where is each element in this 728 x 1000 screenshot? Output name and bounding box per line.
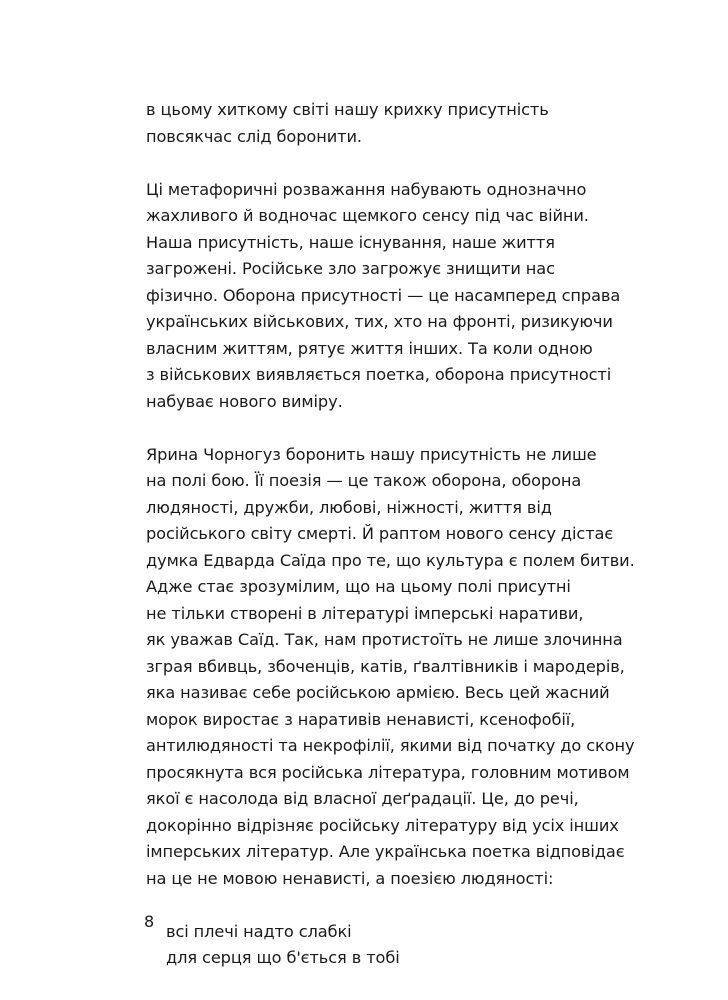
text-line: повсякчас слід боронити.: [146, 126, 362, 146]
verse-line: всі плечі надто слабкі: [166, 921, 352, 941]
verse-line: для серця що б'ється в тобі: [166, 948, 400, 967]
paragraph-gap: [146, 892, 586, 919]
text-line: докорінно відрізняє російську літературу від усіх інших: [146, 815, 619, 835]
text-line: якої є насолода від власної деґрадації. Це, до речі,: [146, 789, 579, 808]
paragraph-1: [146, 97, 586, 150]
page-body: [146, 97, 635, 972]
text-line: антилюдяності та некрофілії, якими від початку до скону: [146, 736, 635, 755]
text-line: як уважав Саїд. Так, нам протистоїть не лише злочинна: [146, 630, 623, 649]
text-line: не тільки створені в літературі імперські наративи,: [146, 603, 584, 623]
page-number: 8: [144, 912, 155, 931]
text-line: російського світу смерті. Й раптом нового сенсу дістає: [146, 524, 614, 543]
text-line: Наша присутність, наше існування, наше життя: [146, 232, 555, 252]
text-line: зграя вбивць, збоченців, катів, ґвалтівників і мародерів,: [146, 656, 625, 676]
text-line: просякнута вся російська література, головним мотивом: [146, 762, 630, 782]
verse-quote: [146, 919, 586, 972]
text-line: жахливого й водночас щемкого сенсу під час війни.: [146, 206, 589, 225]
text-line: фізично. Оборона присутності — це насамперед справа: [146, 285, 621, 305]
paragraph-gap: [146, 415, 586, 442]
paragraph-3: [146, 442, 635, 893]
text-line: українських військових, тих, хто на фронті, ризикуючи: [146, 312, 613, 331]
text-line: Ярина Чорногуз боронить нашу присутність не лише: [146, 444, 597, 464]
text-line: яка називає себе російською армією. Весь цей жасний: [146, 683, 610, 702]
paragraph-2: [146, 177, 621, 416]
text-line: на полі бою. Її поезія — це також оборона, оборона: [146, 471, 582, 490]
text-line: думка Едварда Саїда про те, що культура є полем битви.: [146, 550, 635, 570]
paragraph-gap: [146, 150, 586, 177]
text-line: імперських літератур. Але українська поетка відповідає: [146, 842, 625, 861]
text-line: людяності, дружби, любові, ніжності, життя від: [146, 497, 552, 517]
text-line: власним життям, рятує життя інших. Та коли одною: [146, 338, 593, 358]
text-line: загрожені. Російське зло загрожує знищити нас: [146, 259, 555, 278]
text-line: Ці метафоричні розважання набувають однозначно: [146, 179, 587, 199]
text-line: з військових виявляється поетка, оборона присутності: [146, 365, 612, 384]
text-line: в цьому хиткому світі нашу крихку присутність: [146, 100, 549, 119]
text-line: на це не мовою ненависті, а поезією людяності:: [146, 868, 554, 888]
text-line: морок виростає з наративів ненависті, ксенофобії,: [146, 709, 576, 729]
text-line: Адже стає зрозумілим, що на цьому полі присутні: [146, 577, 571, 596]
text-line: набуває нового виміру.: [146, 391, 343, 411]
